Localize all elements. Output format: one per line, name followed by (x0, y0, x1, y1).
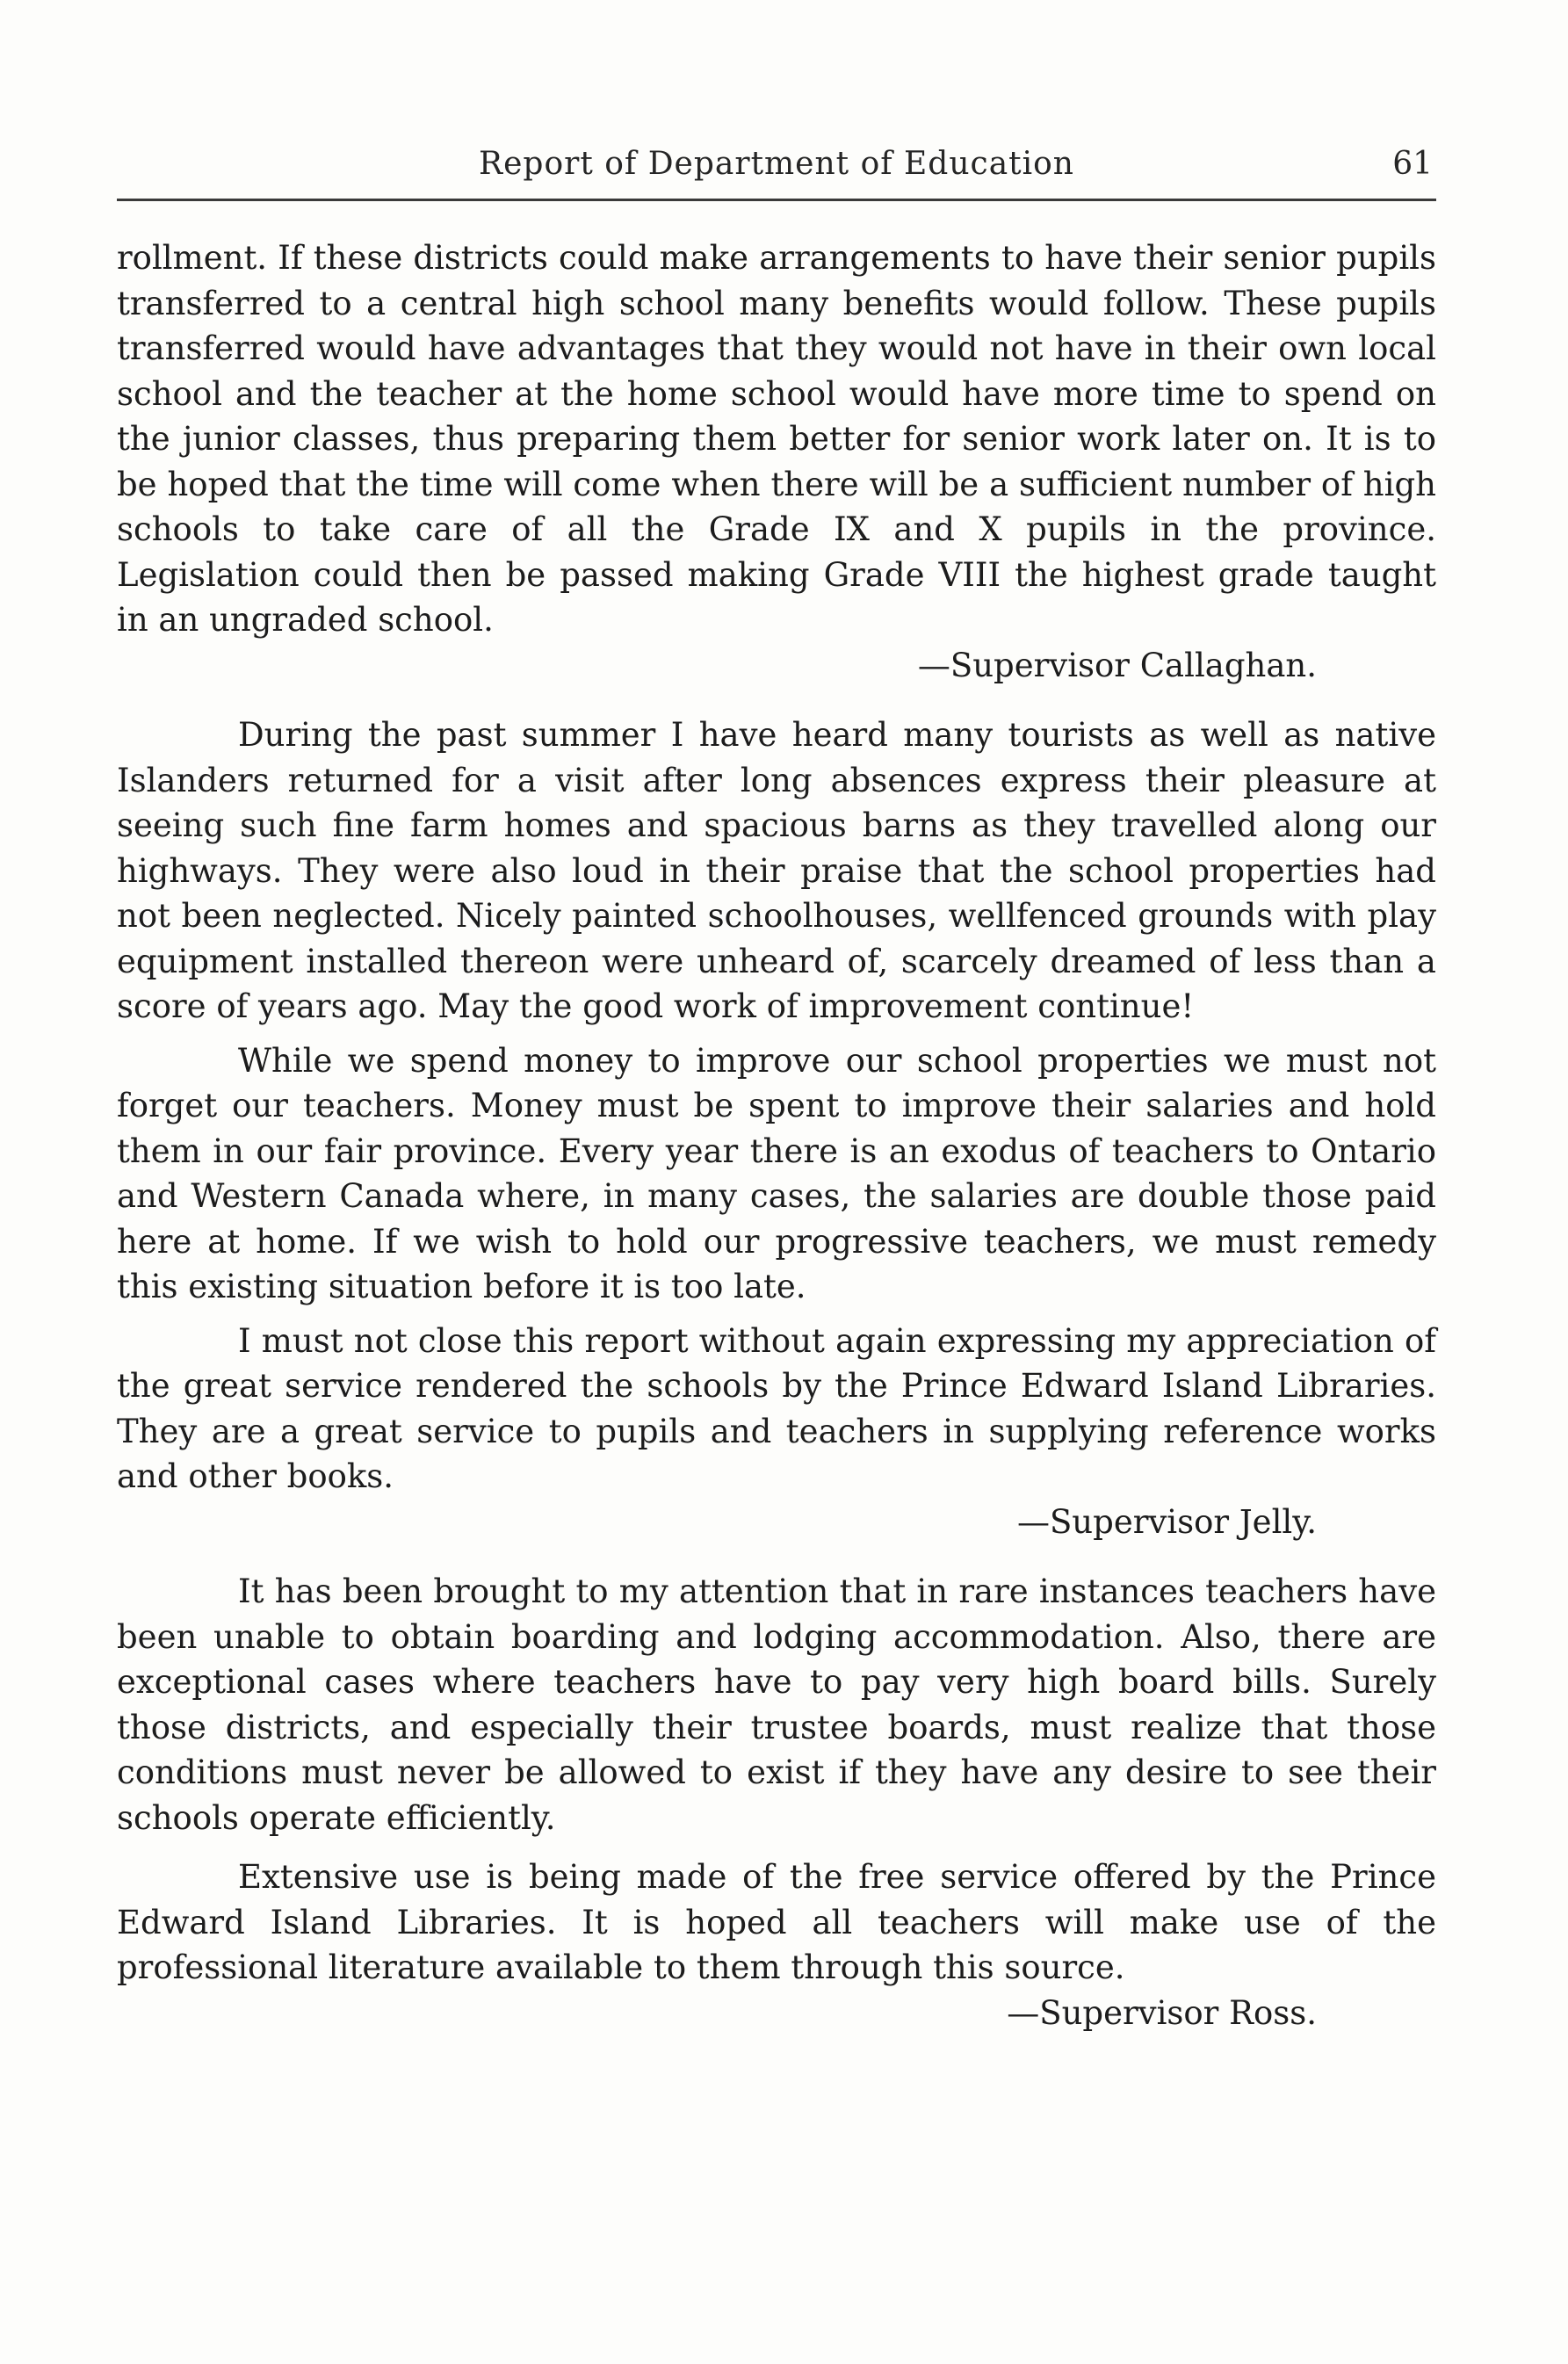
paragraph-boarding: It has been brought to my attention that in rare instances teachers have been unable to obtain boarding and lodging accommodation. Also, there are exceptional cases where teachers have to pay very high board bills. Surely those districts, and especially their trustee boards, must realize that those conditions must never be allowed to exist if they have any desire to see their schools operate efficiently. (117, 1572, 1436, 1837)
spacer (117, 1310, 1436, 1319)
signature-callaghan: —Supervisor Callaghan. (917, 646, 1317, 684)
paragraph-continued-enrollment: rollment. If these districts could make arrangements to have their senior pupils transferred to a central high school many benefits would follow. These pupils transferred would have advantages that they would not have in their own local school and the teacher at the home school would have more time to spend on the junior classes, thus preparing them better for senior work later on. It is to be hoped that the time will come when there will be a sufficient number of high schools to take care of all the Grade IX and X pupils in the province. Legislation could then be passed making Grade VIII the highest grade taught in an ungraded school. (117, 239, 1436, 639)
page-number: 61 (1392, 146, 1433, 182)
paragraph-teacher-salaries: While we spend money to improve our school properties we must not forget our teachers. Money must be spent to improve their salaries and hold them in our fair province. Every year there is an exodus of teachers to Ontario and Western Canada where, in many cases, the salaries are double those paid here at home. If we wish to hold our progressive teachers, we must remedy this existing situation before it is too late. (117, 1041, 1436, 1305)
page-header (117, 139, 1436, 193)
paragraph-tourists: During the past summer I have heard many tourists as well as native Islanders returned for a visit after long absences express their pleasure at seeing such fine farm homes and spacious barns as they travelled along our highways. They were also loud in their praise that the school properties had not been neglected. Nicely painted schoolhouses, wellfenced grounds with play equipment installed thereon were unheard of, scarcely dreamed of less than a score of years ago. May the good work of improvement continue! (117, 716, 1436, 1025)
spacer (117, 1544, 1436, 1569)
page-body (117, 235, 1436, 2035)
spacer (117, 1030, 1436, 1038)
running-title: Report of Department of Education (479, 146, 1074, 182)
spacer (117, 688, 1436, 712)
paragraph-free-service: Extensive use is being made of the free service offered by the Prince Edward Island Libraries. It is hoped all teachers will make use of the professional literature available to them through this source. (117, 1858, 1436, 1986)
spacer (117, 1840, 1436, 1854)
signature-jelly: —Supervisor Jelly. (1016, 1502, 1317, 1541)
paragraph-libraries: I must not close this report without again expressing my appreciation of the great service rendered the schools by the Prince Edward Island Libraries. They are a great service to pupils and teachers in supplying reference works and other books. (117, 1321, 1436, 1495)
header-rule (117, 199, 1436, 201)
signature-ross: —Supervisor Ross. (1007, 1993, 1317, 2032)
